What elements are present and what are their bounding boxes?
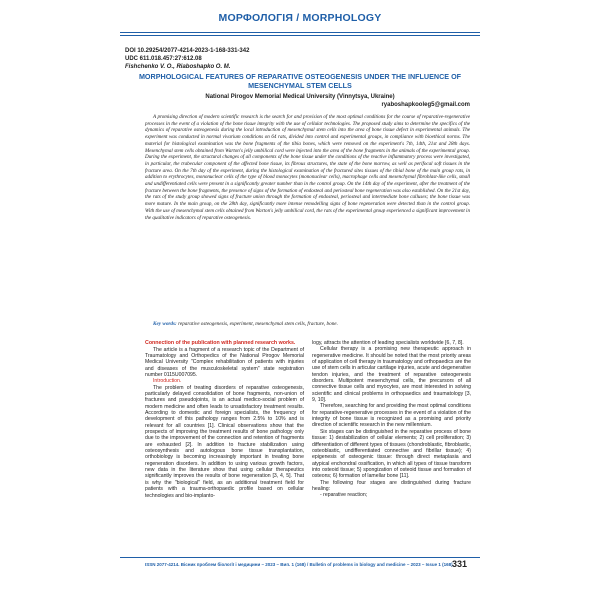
keywords: [145, 321, 470, 327]
journal-section-header: МОРФОЛОГІЯ / MORPHOLOGY: [218, 12, 382, 24]
paragraph-cell-therapy: Cellular therapy is a promising new therapeutic approach in regenerative medicine. It should be noted that the most priority areas of application of cell therapy in traumatology and orthopaedics are the use of stem cells in articular cartilage injuries, acute and degenerative tendon injuries, and the treatment of reparative osteogenesis disorders. Multipotent mesenchymal cells, the precursors of all connective tissue cells and myocytes, are most interested in solving scientific and clinical problems in orthopaedics and traumatology [3, 9, 10].: [312, 346, 471, 404]
article-title: MORPHOLOGICAL FEATURES OF REPARATIVE OSTEOGENESIS UNDER THE INFLUENCE OF MESENCHYMAL STEM CELLS: [138, 72, 462, 90]
author-email[interactable]: ryaboshapkooleg5@gmail.com: [381, 102, 470, 108]
paragraph-four-stages: The following four stages are distinguished during fracture healing:: [312, 479, 471, 492]
left-column: [145, 340, 304, 499]
connection-heading: Connection of the publication with planned research works.: [145, 340, 296, 346]
paragraph-six-stages: Six stages can be distinguished in the reparative process of bone tissue: 1) destabilization of cellular elements; 2) cell proliferation; 3) differentiation of different types of tissues (chondroblastic, fibroblastic, osteoblastic, undifferentiated connective and fibrillar tissue); 4) epigenesis of osteogenic tissue: through direct metaplasia and atypical enchondral ossification, in which all types of tissue transform into osteoid tissue; 5) spongization of osteoid tissue and formation of osteons; 6) formation of lamellar bone [11].: [312, 428, 471, 480]
page-number: 331: [452, 559, 468, 569]
header-divider: [120, 32, 480, 36]
paragraph-continued: logy, attracts the attention of leading specialists worldwide [6, 7, 8].: [312, 340, 464, 346]
udc-line: UDC 611.018.457:27:612.08: [125, 56, 202, 62]
journal-footer: ISSN 2077-4214. Вісник проблем біології і медицини – 2023 – Вип. 1 (168) / Bulletin of problems in biology and medicine – 2023 – Issue 1 (168): [145, 562, 453, 567]
list-item-reparative-reaction: - reparative reaction;: [320, 492, 368, 499]
keywords-label: Key words:: [153, 321, 177, 327]
authors-line: Fishchenko V. O., Riaboshapko O. M.: [125, 64, 231, 70]
paragraph-optimal-conditions: Therefore, searching for and providing the most optimal conditions for reparative-regenerative processes in the event of a violation of the integrity of bone tissue is recognized as a promising and priority direction of scientific research in the new millennium.: [312, 403, 471, 429]
abstract: A promising direction of modern scientific research is the search for and provision of the most optimal conditions for the course of reparative-regenerative processes in the event of a violation of the bone tissue integrity with the use of cellular technologies. The proposed study aims to determine the specifics of the dynamics of reparative osteogenesis during the local introduction of mesenchymal stem cells into the area of bone tissue defect in experimental animals. The experiment was conducted in normal vivarium conditions on 64 rats, divided into control and experimental groups, in compliance with bioethical norms. The material for histological examination was the bone fragments of the tibia bones, which were removed on the experiment's 7th, 14th, 21st and 28th days. Mesenchymal stem cells obtained from Warton's jelly umbilical cord were injected into the area of the bone fragments in the animals of the experimental group. During the experiment, the structural changes of all components of the bone tissue under the conditions of the reactive inflammatory process were investigated, in particular, the trabecular component of the affected bone tissue, its fibrous structures, the state of the bone marrow, as well as perifocal soft tissues in the fracture area. On the 7th day of the experiment, during the histological examination of the fractured sites tissues of the tibial bone of the main group rats, in addition to erythrocytes, mononuclear cells of the type of blood monocytes (mononuclear cells), macrophage cells and mesenchymal fibroblast-like cells, small and undifferentiated cells were present in a significantly greater number than in the control group. On the 14th day of the experiment, after the treatment of the fracture between the bone fragments, the presence of signs of the formation of endosteal and periosteal bone regeneration was also established. On the 21st day, the rats of the study group showed signs of fracture union through the formation of endosteal, periosteal and intermediate bone calluses; the bone tissue was more mature. In the main group, on the 28th day, significantly more intense remodelling signs of bone regeneration were detected than in the control group. With the use of mesenchymal stem cells obtained from Warton's jelly umbilical cord, the rats of the experimental group experienced a significant improvement in the qualitative indicators of reparative osteogenesis.: [145, 114, 470, 221]
doi-line: DOI 10.29254/2077-4214-2023-1-168-331-342: [125, 48, 250, 54]
right-column: [312, 340, 471, 499]
connection-paragraph: The article is a fragment of a research topic of the Department of Traumatology and Orthopedics of the National Pirogov Memorial Medical University "Complex rehabilitation of patients with injuries and diseases of the musculoskeletal system" state registration number 0115U007095.: [145, 346, 304, 378]
affiliation: National Pirogov Memorial Medical University (Vinnytsya, Ukraine): [205, 94, 395, 100]
introduction-heading: Introduction.: [153, 378, 182, 385]
footer-divider: [120, 557, 480, 558]
keywords-text: reparative osteogenesis, experiment, mesenchymal stem cells, fracture, bone.: [176, 321, 338, 327]
introduction-paragraph: The problem of treating disorders of reparative osteogenesis, particularly delayed consolidation of bone fragments, non-union of fractures and pseudojoints, is an actual medico-social problem of modern medicine and often leads to unsatisfactory treatment results. According to domestic and foreign specialists, the frequency of development of this pathology ranges from 2.5% to 10% and is relevant for all countries [1]. Clinical observations show that the prospects of improving the treatment results of bone pathology only due to the improvement of the connection and retention of fragments are exhausted [2]. In addition to fracture stabilization using osteosynthesis and autologous bone tissue transplantation, orthobiology is becoming increasingly important in treating bone regeneration disorders. In addition to using various growth factors, new data in the literature show that using cellular therapeutics significantly improves the results of bone regeneration [3, 4, 5]. That is why the "biological" field, as an additional treatment field for patients with a trauma-orthopaedic profile based on cellular technologies and bio-implanto-: [145, 384, 304, 499]
